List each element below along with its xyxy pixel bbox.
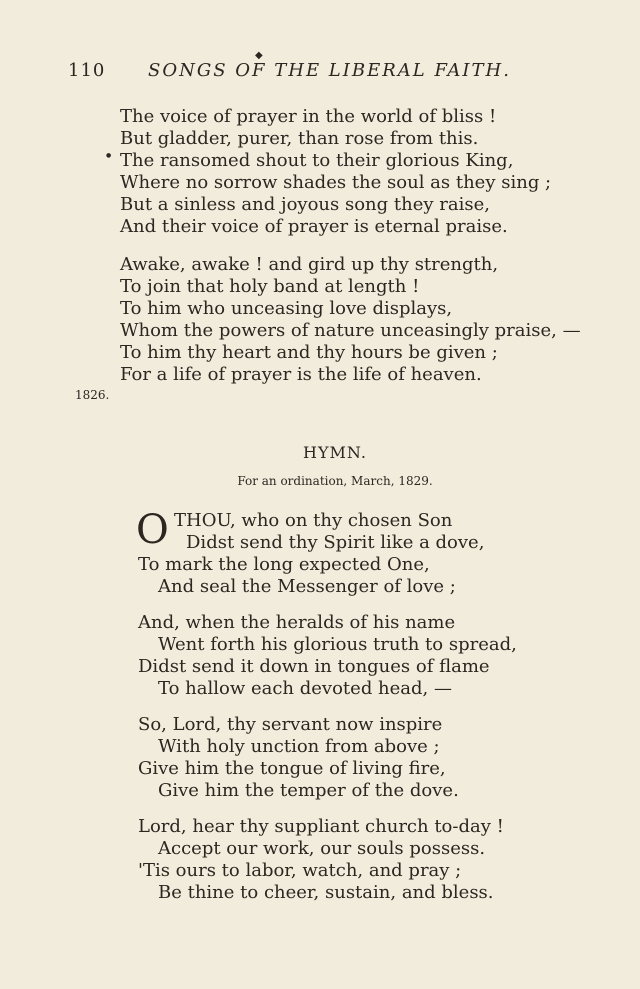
hymn-stanza bbox=[136, 507, 485, 598]
hymn-line: Be thine to cheer, sustain, and bless. bbox=[158, 882, 494, 903]
hymn-stanza bbox=[138, 816, 504, 904]
hymn-line: Accept our work, our souls possess. bbox=[158, 838, 486, 859]
hymn-line: To hallow each devoted head, — bbox=[158, 678, 453, 699]
poem-line: Awake, awake ! and gird up thy strength, bbox=[120, 254, 499, 275]
hymn-line: With holy unction from above ; bbox=[158, 736, 440, 757]
running-head: SONGS OF THE LIBERAL FAITH. bbox=[148, 60, 511, 81]
poem-stanza bbox=[120, 106, 551, 238]
page-header bbox=[68, 60, 510, 88]
poem-line: But gladder, purer, than rose from this. bbox=[120, 128, 479, 149]
hymn-line: Didst send thy Spirit like a dove, bbox=[186, 532, 485, 553]
hymn-line: Give him the tongue of living fire, bbox=[138, 758, 446, 779]
poem-date: 1826. bbox=[75, 388, 110, 402]
poem-line: The ransomed shout to their glorious King, bbox=[120, 150, 514, 171]
poem-line: To join that holy band at length ! bbox=[120, 276, 420, 297]
hymn-title: HYMN. bbox=[303, 443, 367, 462]
poem-line: And their voice of prayer is eternal praise. bbox=[120, 216, 508, 237]
poem-line: But a sinless and joyous song they raise, bbox=[120, 194, 490, 215]
poem-line: For a life of prayer is the life of heaven. bbox=[120, 364, 482, 385]
hymn-line: So, Lord, thy servant now inspire bbox=[138, 714, 443, 735]
hymn-stanza bbox=[138, 714, 459, 802]
drop-cap: O bbox=[136, 507, 169, 553]
ink-speck: ● bbox=[106, 152, 112, 159]
poem-line: To him thy heart and thy hours be given ; bbox=[120, 342, 498, 363]
hymn-occasion: For an ordination, March, 1829. bbox=[237, 474, 433, 488]
poem-line: Whom the powers of nature unceasingly praise, — bbox=[120, 320, 581, 341]
poem-line: Where no sorrow shades the soul as they sing ; bbox=[120, 172, 552, 193]
hymn-line: Went forth his glorious truth to spread, bbox=[158, 634, 517, 655]
ink-mark: ◆ bbox=[255, 50, 263, 61]
page-number: 110 bbox=[68, 60, 106, 81]
hymn-line: Didst send it down in tongues of flame bbox=[138, 656, 490, 677]
hymn-stanza bbox=[138, 612, 517, 700]
hymn-line: And, when the heralds of his name bbox=[138, 612, 456, 633]
poem-line: The voice of prayer in the world of bliss ! bbox=[120, 106, 497, 127]
hymn-line: To mark the long expected One, bbox=[138, 554, 430, 575]
poem-stanza bbox=[120, 254, 581, 386]
hymn-line: Lord, hear thy suppliant church to-day ! bbox=[138, 816, 504, 837]
hymn-line: 'Tis ours to labor, watch, and pray ; bbox=[138, 860, 462, 881]
hymn-line: THOU, who on thy chosen Son bbox=[174, 510, 453, 531]
hymn-line: And seal the Messenger of love ; bbox=[158, 576, 456, 597]
poem-line: To him who unceasing love displays, bbox=[120, 298, 453, 319]
hymn-line: Give him the temper of the dove. bbox=[158, 780, 459, 801]
